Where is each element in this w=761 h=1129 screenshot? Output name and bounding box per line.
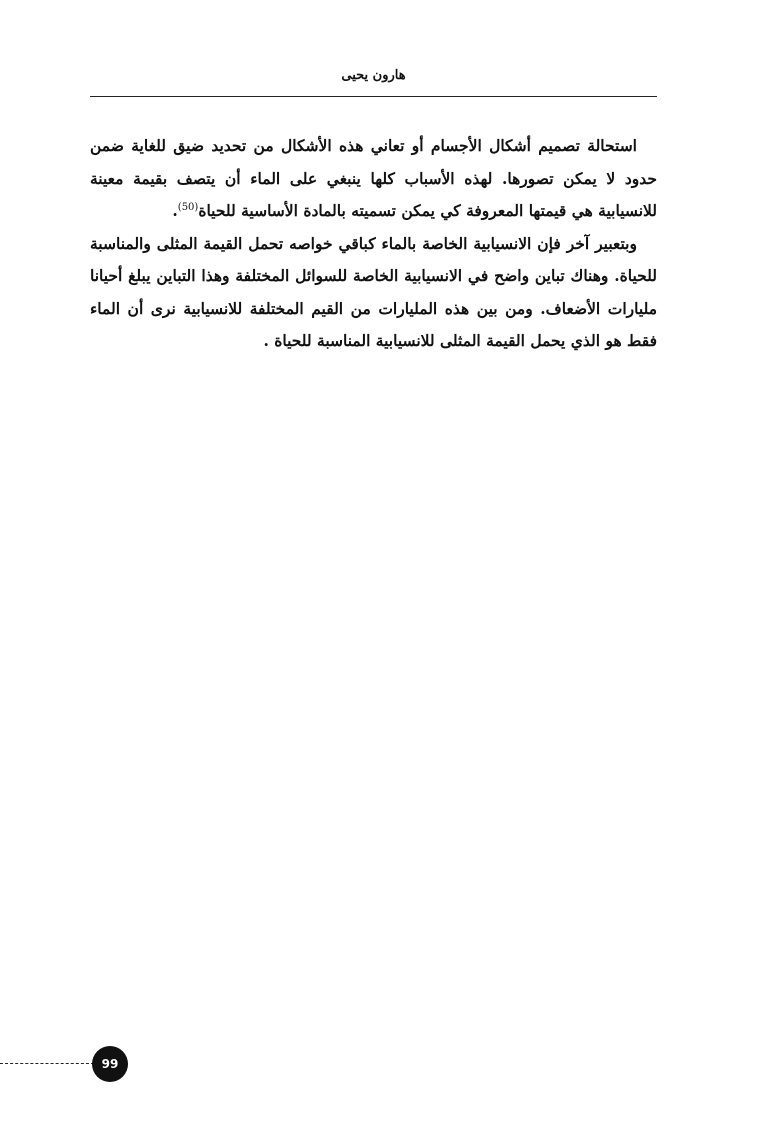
running-title: هارون يحيى xyxy=(341,68,406,83)
paragraph-2: وبتعبير آخر فإن الانسيابية الخاصة بالماء كباقي خواصه تحمل القيمة المثلى والمناسبة للحياة. وهناك تباين واضح في الانسيابية الخاصة للسوائل المختلفة وهذا التباين يبلغ أحيانا مليارات الأضعاف. ومن بين هذه المليارات من القيم المختلفة للانسيابية نرى أن الماء فقط هو الذي يحمل القيمة المثلى للانسيابية المناسبة للحياة . xyxy=(90,233,657,350)
page-number-badge: 99 xyxy=(92,1046,128,1082)
page-footer xyxy=(0,1046,140,1082)
footer-dashed-rule xyxy=(0,1063,94,1064)
footnote-reference[interactable]: (50) xyxy=(177,201,199,213)
page-header xyxy=(90,62,657,97)
paragraph-1-text: استحالة تصميم أشكال الأجسام أو تعاني هذه الأشكال من تحديد ضيق للغاية ضمن حدود لا يمكن تصورها. لهذه الأسباب كلها ينبغي على الماء أن يتصف بقيمة معينة للانسيابية هي قيمتها المعروفة كي يمكن تسميته بالمادة الأساسية للحياة xyxy=(90,136,657,220)
paragraph-1 xyxy=(90,130,657,228)
paragraph-1-end: . xyxy=(172,201,178,220)
body-text xyxy=(90,130,657,358)
